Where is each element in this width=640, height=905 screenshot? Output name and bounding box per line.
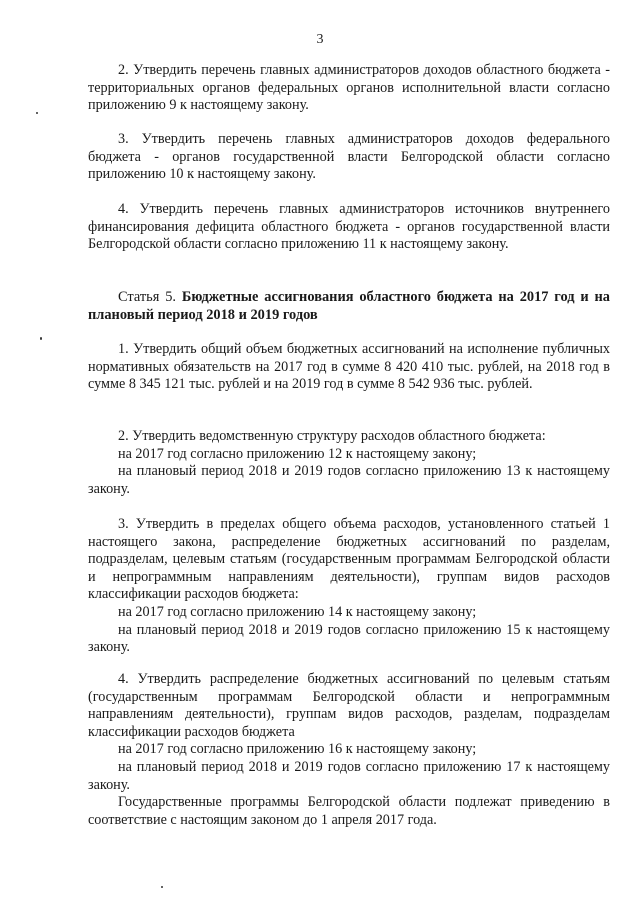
item-2-lead: 2. Утвердить ведомственную структуру расходов областного бюджета: bbox=[118, 428, 546, 444]
item-3-lead: 3. Утвердить в пределах общего объема расходов, установленного статьей 1 настоящего закона, распределение бюджетных ассигнований по разделам, подразделам, целевым статьям (государственным программам Белгородской области и непрограммным направлениям деятельности), группам видов расходов классификации расходов бюджета: bbox=[88, 516, 610, 603]
scan-speck bbox=[36, 112, 38, 114]
article-title: Бюджетные ассигнования областного бюджета на 2017 год и на плановый период 2018 и 2019 годов bbox=[88, 289, 610, 323]
item-4-line-a: на 2017 год согласно приложению 16 к настоящему закону; bbox=[118, 741, 477, 758]
item-2-line-a: на 2017 год согласно приложению 12 к настоящему закону; bbox=[118, 445, 477, 462]
item-4-line-c: Государственные программы Белгородской области подлежат приведению в соответствие с настоящим законом до 1 апреля 2017 года. bbox=[88, 794, 610, 828]
item-4 bbox=[88, 671, 610, 829]
paragraph-3: 3. Утвердить перечень главных администраторов доходов федерального бюджета - органов государственной власти Белгородской области согласно приложению 10 к настоящему закону. bbox=[88, 131, 610, 183]
item-1: 1. Утвердить общий объем бюджетных ассигнований на исполнение публичных нормативных обязательств на 2017 год в сумме 8 420 410 тыс. рублей, на 2018 год в сумме 8 345 121 тыс. рублей и на 2019 год в сумме 8 542 936 тыс. рублей. bbox=[88, 341, 610, 393]
article-heading bbox=[88, 288, 610, 324]
item-3-line-a: на 2017 год согласно приложению 14 к настоящему закону; bbox=[118, 603, 477, 620]
item-3-line-b: на плановый период 2018 и 2019 годов согласно приложению 15 к настоящему закону. bbox=[88, 621, 610, 656]
item-4-lead: 4. Утвердить распределение бюджетных ассигнований по целевым статьям (государственным программам Белгородской области и непрограммным направлениям деятельности), группам видов расходов, разделам, подразделам классификации расходов бюджета bbox=[88, 671, 610, 740]
item-3 bbox=[88, 516, 610, 657]
article-prefix: Статья 5. bbox=[118, 289, 176, 305]
item-4-line-b: на плановый период 2018 и 2019 годов согласно приложению 17 к настоящему закону. bbox=[88, 758, 610, 793]
paragraph-2: 2. Утвердить перечень главных администраторов доходов областного бюджета - территориальных органов федеральных органов исполнительной власти согласно приложению 9 к настоящему закону. bbox=[88, 62, 610, 114]
item-2-line-b: на плановый период 2018 и 2019 годов согласно приложению 13 к настоящему закону. bbox=[88, 463, 610, 497]
page-number: 3 bbox=[316, 32, 324, 47]
scan-speck bbox=[161, 886, 163, 888]
paragraph-4: 4. Утвердить перечень главных администраторов источников внутреннего финансирования дефицита областного бюджета - органов государственной власти Белгородской области согласно приложению 11 к настоящему закону. bbox=[88, 201, 610, 253]
scan-speck bbox=[40, 337, 42, 340]
item-2 bbox=[88, 428, 610, 498]
